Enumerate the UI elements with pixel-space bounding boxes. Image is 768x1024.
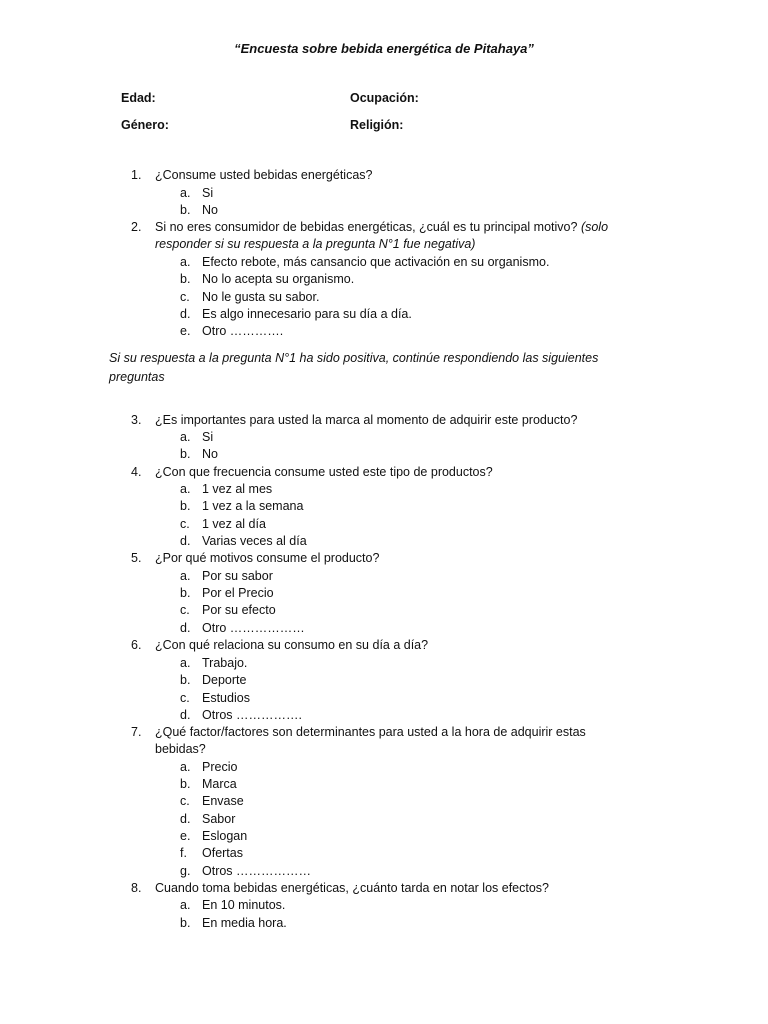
option-text: Ofertas	[202, 846, 243, 860]
option-text: No lo acepta su organismo.	[202, 272, 355, 286]
option-letter: d.	[180, 708, 191, 722]
option-text: Eslogan	[202, 829, 248, 843]
option-letter: a.	[180, 569, 191, 583]
option-letter: b.	[180, 916, 191, 930]
option-text: No	[202, 203, 218, 217]
option-letter: g.	[180, 864, 191, 878]
question-text-wrapper	[155, 219, 631, 253]
option-letter: d.	[180, 534, 191, 548]
option-letter: a.	[180, 656, 191, 670]
ocupacion-label: Ocupación:	[350, 91, 419, 105]
option-letter: d.	[180, 621, 191, 635]
option-letter: e.	[180, 324, 191, 338]
option-text: Por su sabor	[202, 569, 273, 583]
option-letter: a.	[180, 430, 191, 444]
option-letter: c.	[180, 691, 190, 705]
option-letter: b.	[180, 499, 191, 513]
question-number: 7.	[131, 725, 142, 739]
option-text: Por su efecto	[202, 603, 276, 617]
option-letter: a.	[180, 482, 191, 496]
option-text: Marca	[202, 777, 237, 791]
option-text: 1 vez a la semana	[202, 499, 304, 513]
page-title: “Encuesta sobre bebida energética de Pitahaya”	[234, 41, 534, 56]
option-letter: d.	[180, 307, 191, 321]
option-letter: f.	[180, 846, 187, 860]
question-text: ¿Con que frecuencia consume usted este tipo de productos?	[155, 465, 493, 479]
question-text: Cuando toma bebidas energéticas, ¿cuánto tarda en notar los efectos?	[155, 881, 550, 895]
option-letter: b.	[180, 777, 191, 791]
genero-label: Género:	[121, 118, 169, 132]
option-letter: c.	[180, 794, 190, 808]
option-text: No le gusta su sabor.	[202, 290, 320, 304]
option-text: Otro ………………	[202, 621, 305, 635]
option-letter: c.	[180, 517, 190, 531]
option-text: En media hora.	[202, 916, 287, 930]
option-text: Precio	[202, 760, 238, 774]
option-text: En 10 minutos.	[202, 898, 286, 912]
question-text: Si no eres consumidor de bebidas energéticas, ¿cuál es tu principal motivo?	[155, 220, 578, 234]
question-number: 3.	[131, 413, 142, 427]
option-letter: b.	[180, 272, 191, 286]
question-number: 1.	[131, 168, 142, 182]
option-text: 1 vez al día	[202, 517, 266, 531]
instruction-text: Si su respuesta a la pregunta N°1 ha sido positiva, continúe respondiendo las siguientes preguntas	[109, 351, 599, 384]
option-text: Efecto rebote, más cansancio que activación en su organismo.	[202, 255, 550, 269]
religion-label: Religión:	[350, 118, 404, 132]
question-number: 6.	[131, 638, 142, 652]
question-text: ¿Con qué relaciona su consumo en su día a día?	[155, 638, 429, 652]
option-text: Trabajo.	[202, 656, 248, 670]
option-text: Varias veces al día	[202, 534, 307, 548]
option-letter: b.	[180, 203, 191, 217]
option-letter: b.	[180, 586, 191, 600]
option-letter: a.	[180, 255, 191, 269]
option-letter: a.	[180, 898, 191, 912]
question-note: (solo responder si su respuesta a la pregunta N°1 fue negativa)	[155, 220, 609, 251]
option-letter: c.	[180, 290, 190, 304]
question-number: 4.	[131, 465, 142, 479]
option-letter: d.	[180, 812, 191, 826]
option-text: Otros …………….	[202, 708, 303, 722]
option-letter: c.	[180, 603, 190, 617]
option-text: Si	[202, 430, 214, 444]
option-text: Sabor	[202, 812, 236, 826]
option-text: Es algo innecesario para su día a día.	[202, 307, 412, 321]
question-number: 2.	[131, 220, 142, 234]
option-text: Si	[202, 186, 214, 200]
option-letter: b.	[180, 447, 191, 461]
option-letter: a.	[180, 186, 191, 200]
option-text: Deporte	[202, 673, 247, 687]
option-text: Otro ………….	[202, 324, 284, 338]
question-text: ¿Es importantes para usted la marca al momento de adquirir este producto?	[155, 413, 578, 427]
option-text: Otros ………………	[202, 864, 312, 878]
question-text: ¿Qué factor/factores son determinantes para usted a la hora de adquirir estas bebidas?	[155, 725, 586, 756]
option-text: 1 vez al mes	[202, 482, 273, 496]
edad-label: Edad:	[121, 91, 156, 105]
option-text: Envase	[202, 794, 244, 808]
option-letter: b.	[180, 673, 191, 687]
option-letter: a.	[180, 760, 191, 774]
option-text: No	[202, 447, 218, 461]
option-text: Por el Precio	[202, 586, 274, 600]
question-number: 8.	[131, 881, 142, 895]
question-number: 5.	[131, 551, 142, 565]
question-text: ¿Consume usted bebidas energéticas?	[155, 168, 373, 182]
option-text: Estudios	[202, 691, 250, 705]
question-text: ¿Por qué motivos consume el producto?	[155, 551, 380, 565]
option-letter: e.	[180, 829, 191, 843]
